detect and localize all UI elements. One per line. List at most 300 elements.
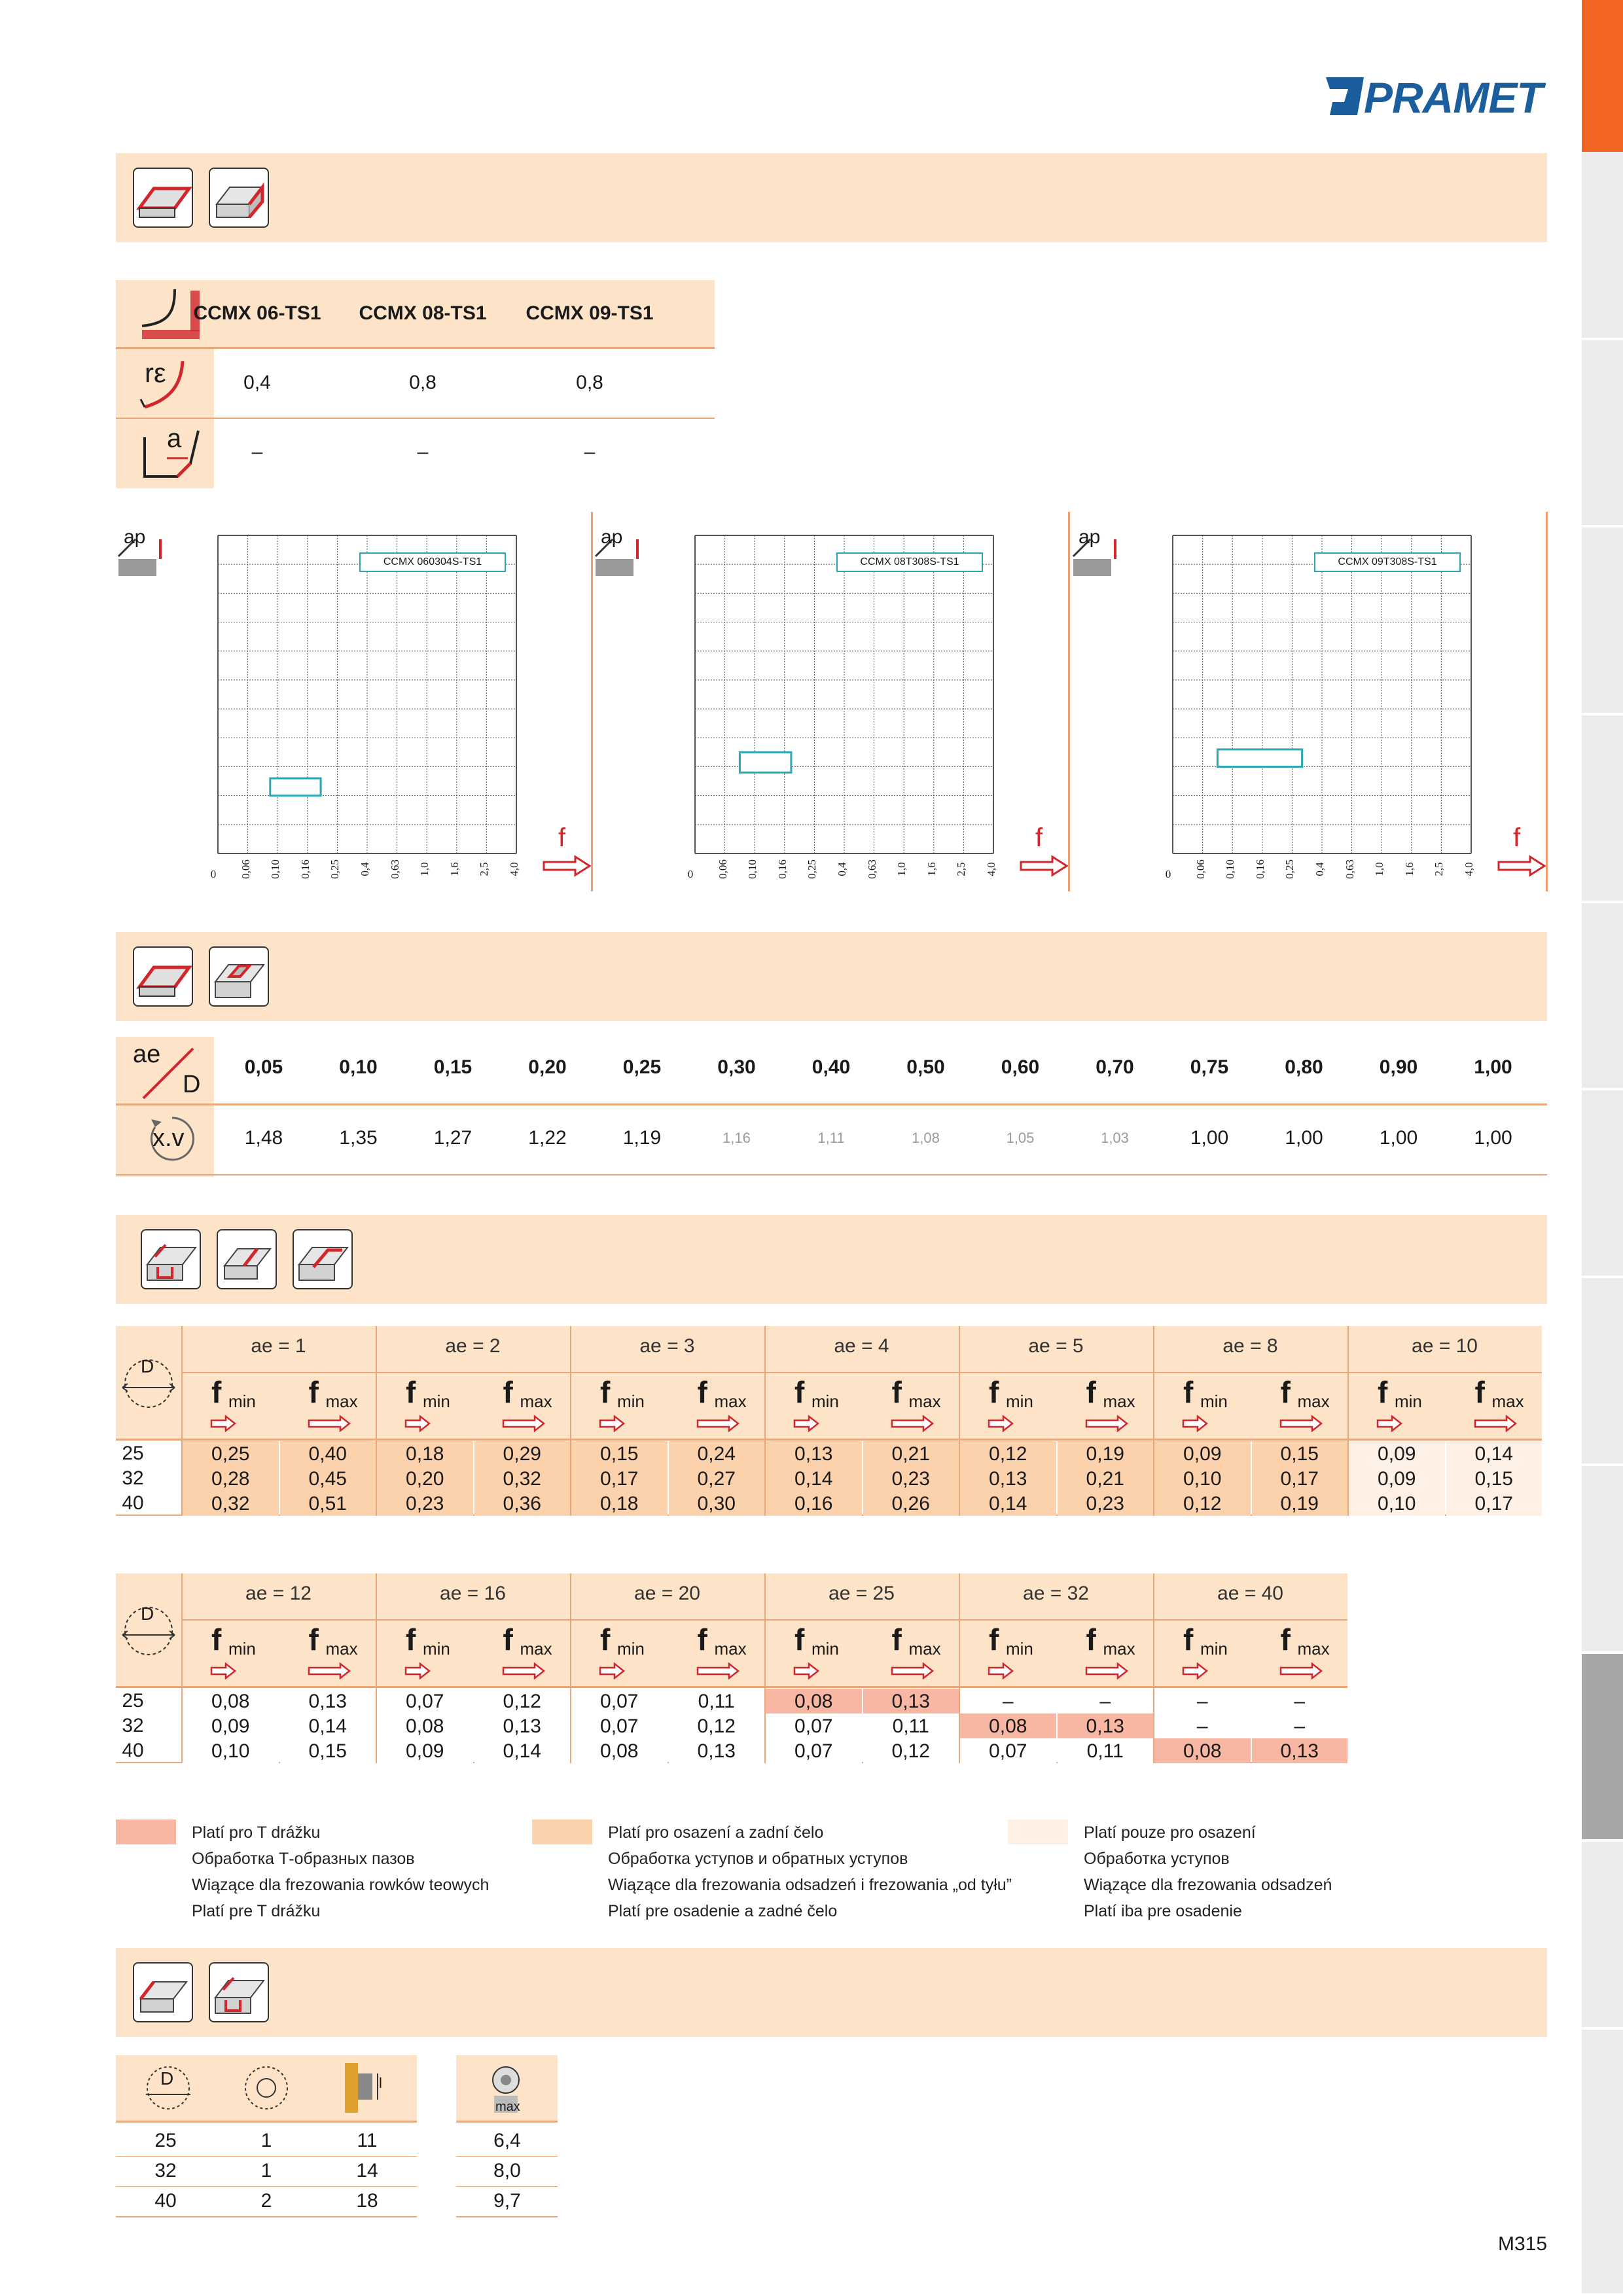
feed-value: 0,12 (474, 1689, 571, 1713)
ae-value: 0,70 (1096, 1056, 1134, 1078)
diameter-value: 25 (122, 1443, 144, 1464)
ae-group-header: ae = 4 (834, 1335, 889, 1357)
feed-value: 0,21 (1058, 1466, 1154, 1491)
feed-value: 0,14 (960, 1491, 1056, 1516)
shoulder-milling-icon (133, 1962, 193, 2022)
f-subscript: min (228, 1639, 256, 1659)
feed-value: 0,30 (669, 1491, 765, 1516)
f-label: f (1513, 823, 1521, 852)
feed-value: 0,32 (183, 1491, 279, 1516)
legend-text: Platí pro T drážku (192, 1823, 321, 1842)
ae-group-header: ae = 20 (634, 1583, 700, 1604)
feed-value: – (1154, 1689, 1251, 1713)
feed-value: – (960, 1689, 1056, 1713)
f-symbol: f (989, 1375, 999, 1409)
feed-value: 0,11 (669, 1689, 765, 1713)
xv-value: 1,03 (1101, 1130, 1129, 1146)
ap-label: ap (124, 526, 146, 548)
legend-swatch (532, 1820, 592, 1844)
x-tick-label: 1,6 (1402, 862, 1416, 876)
chart (1071, 512, 1548, 891)
bottom-d-value: 32 (154, 2160, 177, 2181)
d-label: D (141, 1356, 154, 1376)
feed-value: 0,13 (766, 1441, 862, 1466)
feed-value: 0,15 (1252, 1441, 1348, 1466)
feed-value: 0,18 (377, 1441, 473, 1466)
x-tick-label: 0,25 (1283, 859, 1296, 879)
fmax-header (1056, 1374, 1154, 1437)
application-area-box (740, 752, 791, 772)
side-tab[interactable] (1582, 1466, 1623, 1654)
feed-arrow-icon (891, 1662, 934, 1679)
x-tick-label: 1,0 (1373, 862, 1386, 876)
insert-a-value: – (584, 441, 596, 463)
x-tick-label: 0,4 (836, 862, 848, 876)
feed-value: 0,14 (474, 1738, 571, 1763)
ae-value: 0,80 (1285, 1056, 1323, 1078)
f-symbol: f (1474, 1375, 1485, 1409)
x-tick-label: 4,0 (1463, 862, 1475, 876)
f-subscript: max (1297, 1639, 1330, 1659)
a-label: a (167, 424, 182, 453)
f-symbol: f (1280, 1623, 1291, 1657)
ap-label: ap (601, 526, 623, 548)
f-symbol: f (503, 1375, 513, 1409)
feed-arrow-icon (1279, 1662, 1323, 1679)
insert-a-value: – (417, 441, 429, 463)
feed-arrow-icon (1474, 1415, 1517, 1432)
bottom-z-value: 1 (260, 2130, 272, 2151)
feed-value: 0,07 (960, 1738, 1056, 1763)
fmax-header (473, 1622, 571, 1685)
feed-value: 0,13 (280, 1689, 376, 1713)
f-symbol: f (406, 1375, 416, 1409)
fmin-header (959, 1374, 1056, 1437)
ae-d-icon (129, 1042, 207, 1101)
fmax-header (862, 1622, 959, 1685)
feed-value: 0,09 (183, 1713, 279, 1738)
bottom-max-value: 8,0 (493, 2160, 521, 2181)
feed-value: 0,08 (960, 1713, 1056, 1738)
x-tick-label: 0,10 (1224, 859, 1237, 879)
f-subscript: min (617, 1391, 645, 1411)
f-subscript: max (520, 1391, 552, 1411)
feed-value: 0,28 (183, 1466, 279, 1491)
feed-value: 0,17 (1446, 1491, 1543, 1516)
ae-value: 0,15 (433, 1056, 473, 1078)
feed-value: 0,12 (863, 1738, 959, 1763)
feed-value: – (1252, 1713, 1348, 1738)
feed-value: 0,27 (669, 1466, 765, 1491)
feed-value: 0,11 (1058, 1738, 1154, 1763)
feed-value: 0,32 (474, 1466, 571, 1491)
f-symbol: f (600, 1375, 611, 1409)
feed-value: 0,13 (960, 1466, 1056, 1491)
ae-d-table (116, 1037, 1547, 1177)
ae-group-header: ae = 16 (440, 1583, 506, 1604)
feed-arrow-icon (696, 1415, 740, 1432)
f-symbol: f (308, 1375, 319, 1409)
diameter-value: 25 (122, 1690, 144, 1712)
x-tick-label: 4,0 (985, 862, 997, 876)
feed-value: 0,16 (766, 1491, 862, 1516)
f-subscript: max (714, 1639, 747, 1659)
feed-value: 0,13 (1252, 1738, 1348, 1763)
f-subscript: max (520, 1639, 552, 1659)
fmin-header (1347, 1374, 1445, 1437)
fmax-header (279, 1622, 376, 1685)
d-label: D (141, 1604, 154, 1624)
feed-value: 0,08 (1154, 1738, 1251, 1763)
ae-group-header: ae = 10 (1412, 1335, 1478, 1357)
f-subscript: max (1103, 1639, 1135, 1659)
insert-re-value: 0,4 (243, 372, 271, 393)
f-symbol: f (1086, 1375, 1096, 1409)
feed-arrow-icon (502, 1662, 545, 1679)
insert-table (116, 280, 715, 488)
diameter-icon (142, 2062, 194, 2114)
x-tick-label: 0,63 (388, 859, 401, 879)
d-label: D (183, 1071, 201, 1098)
fmin-header (1153, 1374, 1251, 1437)
feed-table (116, 1573, 1347, 1763)
fmin-header (570, 1374, 668, 1437)
diameter-value: 32 (122, 1467, 144, 1489)
ae-value: 0,75 (1190, 1056, 1229, 1078)
insert-header: CCMX 08-TS1 (359, 302, 487, 324)
feed-arrow-icon (308, 1415, 351, 1432)
side-tab[interactable] (1582, 1842, 1623, 2030)
f-symbol: f (1086, 1623, 1096, 1657)
ae-value: 0,10 (339, 1056, 378, 1078)
x-tick-label: 0,63 (1343, 859, 1356, 879)
side-tab[interactable] (1582, 528, 1623, 715)
f-symbol: f (1280, 1375, 1291, 1409)
f-subscript: min (423, 1391, 450, 1411)
ae-group-header: ae = 2 (445, 1335, 501, 1357)
insert-header: CCMX 09-TS1 (526, 302, 654, 324)
brand-logo (1323, 73, 1547, 120)
fmax-header (279, 1374, 376, 1437)
bottom-max-value: 9,7 (493, 2190, 521, 2212)
feed-arrow-icon (1376, 1415, 1402, 1432)
fmin-header (1153, 1622, 1251, 1685)
f-symbol: f (891, 1623, 902, 1657)
ae-value: 0,90 (1379, 1056, 1418, 1078)
diameter-value: 40 (122, 1492, 144, 1514)
feed-value: 0,20 (377, 1466, 473, 1491)
legend-text: Wiązące dla frezowania odsadzeń i frezowania „od tyłu” (608, 1876, 1012, 1894)
feed-table (116, 1326, 1542, 1516)
ae-value: 0,50 (906, 1056, 945, 1078)
feed-value: 0,07 (571, 1689, 668, 1713)
feed-value: 0,10 (1349, 1491, 1445, 1516)
face-milling-icon (133, 946, 193, 1007)
fmax-header (1445, 1374, 1543, 1437)
f-symbol: f (406, 1623, 416, 1657)
section-band-3 (116, 1215, 1547, 1304)
xv-value: 1,48 (244, 1127, 283, 1149)
f-subscript: max (1491, 1391, 1524, 1411)
xv-value: 1,00 (1474, 1127, 1512, 1149)
f-subscript: min (1200, 1639, 1228, 1659)
bottom-l-value: 11 (357, 2130, 378, 2151)
feed-value: 0,13 (863, 1689, 959, 1713)
feed-value: 0,08 (571, 1738, 668, 1763)
side-tab[interactable] (1582, 2030, 1623, 2296)
f-symbol: f (600, 1623, 611, 1657)
side-tab[interactable] (1582, 903, 1623, 1090)
section-band-4 (116, 1948, 1547, 2037)
x-tick-label: 0,10 (269, 859, 282, 879)
fmax-header (668, 1374, 765, 1437)
x-tick-label: 0,25 (329, 859, 342, 879)
feed-value: 0,23 (377, 1491, 473, 1516)
x-tick-label: 0,25 (806, 859, 819, 879)
legend-text: Platí iba pre osadenie (1084, 1902, 1242, 1920)
side-tab[interactable] (1582, 1278, 1623, 1466)
bottom-l-value: 18 (356, 2190, 378, 2212)
f-subscript: max (325, 1639, 358, 1659)
chart-title: CCMX 09T308S-TS1 (1314, 552, 1461, 572)
xv-value: 1,35 (339, 1127, 378, 1149)
legend-text: Platí pouze pro osazení (1084, 1823, 1256, 1842)
feed-arrow-icon (793, 1662, 819, 1679)
feed-value: 0,24 (669, 1441, 765, 1466)
diameter-value: 32 (122, 1715, 144, 1736)
feed-value: 0,19 (1058, 1441, 1154, 1466)
x-tick-label: 1,0 (895, 862, 908, 876)
x-tick-label: 0,06 (1194, 859, 1207, 879)
bottom-l-label: l (379, 2075, 382, 2091)
feed-arrow-icon (210, 1662, 236, 1679)
f-subscript: min (1006, 1391, 1033, 1411)
feed-value: 0,08 (183, 1689, 279, 1713)
feed-arrow-icon (404, 1415, 431, 1432)
x-tick-label: 0,10 (746, 859, 759, 879)
t-slot-icon (141, 1229, 201, 1289)
feed-value: 0,23 (1058, 1491, 1154, 1516)
feed-arrow-icon (599, 1415, 625, 1432)
xv-value: 1,00 (1285, 1127, 1323, 1149)
f-label: f (1035, 823, 1043, 852)
f-subscript: min (1006, 1639, 1033, 1659)
feed-value: 0,19 (1252, 1491, 1348, 1516)
f-subscript: min (1200, 1391, 1228, 1411)
insert-header: CCMX 06-TS1 (193, 302, 321, 324)
feed-value: 0,13 (1058, 1713, 1154, 1738)
face-milling-icon (133, 168, 193, 228)
feed-arrow-icon (1085, 1415, 1128, 1432)
fmin-header (570, 1622, 668, 1685)
chart (116, 512, 594, 891)
feed-value: 0,08 (766, 1689, 862, 1713)
xv-value: 1,05 (1006, 1130, 1035, 1146)
x-tick-label: 0,16 (298, 859, 312, 879)
fmax-header (862, 1374, 959, 1437)
feed-value: 0,51 (280, 1491, 376, 1516)
ap-label: ap (1079, 526, 1101, 548)
feed-value: 0,12 (669, 1713, 765, 1738)
fmin-header (376, 1374, 473, 1437)
feed-value: 0,21 (863, 1441, 959, 1466)
ae-group-header: ae = 8 (1222, 1335, 1278, 1357)
feed-value: 0,13 (474, 1713, 571, 1738)
fmax-header (668, 1622, 765, 1685)
feed-value: 0,14 (1446, 1441, 1543, 1466)
f-subscript: max (325, 1391, 358, 1411)
x-tick-label: 0 (210, 868, 217, 880)
bottom-max-label: max (495, 2100, 520, 2114)
feed-arrow-icon (793, 1415, 819, 1432)
fmax-header (1251, 1622, 1348, 1685)
page-number: M315 (1497, 2233, 1547, 2255)
f-subscript: min (423, 1639, 450, 1659)
fmin-header (181, 1374, 279, 1437)
feed-arrow-icon (1085, 1662, 1128, 1679)
legend-text: Обработка уступов и обратных уступов (608, 1850, 908, 1868)
x-tick-label: 2,5 (478, 862, 491, 876)
f-subscript: max (908, 1639, 941, 1659)
feed-arrow-icon (1182, 1415, 1208, 1432)
bottom-d-value: 25 (154, 2130, 177, 2151)
x-tick-label: 0,4 (1313, 862, 1326, 876)
f-subscript: max (908, 1391, 941, 1411)
ae-value: 0,20 (528, 1056, 567, 1078)
legend-text: Platí pro osazení a zadní čelo (608, 1823, 824, 1842)
f-subscript: min (1395, 1391, 1422, 1411)
ae-value: 0,40 (812, 1056, 851, 1078)
fmax-header (1056, 1622, 1154, 1685)
feed-value: 0,45 (280, 1466, 376, 1491)
x-tick-label: 0,4 (359, 862, 371, 876)
feed-value: – (1154, 1713, 1251, 1738)
x-tick-label: 0 (687, 868, 694, 880)
section-band-2 (116, 932, 1547, 1021)
shoulder-milling-icon (217, 1229, 277, 1289)
feed-value: 0,08 (377, 1713, 473, 1738)
bottom-z-value: 1 (260, 2160, 272, 2181)
bottom-max-value: 6,4 (493, 2130, 521, 2151)
f-subscript: min (812, 1639, 839, 1659)
chart (593, 512, 1071, 891)
side-tab[interactable] (1582, 340, 1623, 528)
f-symbol: f (503, 1623, 513, 1657)
f-symbol: f (697, 1375, 707, 1409)
side-tab-active (1582, 0, 1623, 152)
insert-re-value: 0,8 (576, 372, 603, 393)
insert-a-value: – (251, 441, 263, 463)
teeth-icon (240, 2062, 293, 2114)
feed-arrow-icon (891, 1415, 934, 1432)
feed-value: 0,25 (183, 1441, 279, 1466)
f-symbol: f (211, 1375, 222, 1409)
feed-value: 0,09 (377, 1738, 473, 1763)
bottom-z-value: 2 (260, 2190, 272, 2212)
f-symbol: f (891, 1375, 902, 1409)
feed-value: 0,09 (1349, 1466, 1445, 1491)
side-tab[interactable] (1582, 152, 1623, 340)
feed-value: – (1252, 1689, 1348, 1713)
f-symbol: f (211, 1623, 222, 1657)
xv-icon (135, 1110, 207, 1169)
feed-value: 0,07 (766, 1713, 862, 1738)
legend-text: Обработка Т-образных пазов (192, 1850, 415, 1868)
side-tab[interactable] (1582, 715, 1623, 903)
legend-text: Wiązące dla frezowania rowków teowych (192, 1876, 490, 1894)
application-area-box (1217, 749, 1302, 767)
feed-value: 0,26 (863, 1491, 959, 1516)
f-arrow-icon (1020, 855, 1068, 877)
ae-group-header: ae = 1 (251, 1335, 306, 1357)
f-symbol: f (308, 1623, 319, 1657)
x-tick-label: 0,16 (776, 859, 789, 879)
chart-grid (1071, 512, 1548, 891)
chart-title: CCMX 08T308S-TS1 (836, 552, 983, 572)
feed-value: 0,14 (280, 1713, 376, 1738)
fmin-header (764, 1374, 862, 1437)
ae-value: 0,25 (622, 1056, 662, 1078)
feed-value: 0,10 (1154, 1466, 1251, 1491)
brand-name: PRAMET (1364, 73, 1543, 122)
feed-value: 0,12 (960, 1441, 1056, 1466)
application-area-box (270, 778, 321, 796)
ae-label: ae (133, 1041, 161, 1068)
f-label: f (558, 823, 566, 852)
xv-label: x.v (152, 1124, 185, 1152)
f-symbol: f (1183, 1375, 1194, 1409)
xv-value: 1,16 (722, 1130, 751, 1146)
feed-value: 0,11 (863, 1713, 959, 1738)
shoulder-milling-icon (209, 168, 269, 228)
bottom-d-value: 40 (154, 2190, 177, 2212)
t-slot-icon (209, 1962, 269, 2022)
fmin-header (181, 1622, 279, 1685)
feed-value: 0,15 (280, 1738, 376, 1763)
feed-arrow-icon (404, 1662, 431, 1679)
x-tick-label: 0,06 (239, 859, 252, 879)
x-tick-label: 0,16 (1253, 859, 1266, 879)
f-arrow-icon (1497, 855, 1546, 877)
feed-value: 0,18 (571, 1491, 668, 1516)
xv-value: 1,22 (528, 1127, 567, 1149)
x-tick-label: 0,63 (865, 859, 878, 879)
ae-group-header: ae = 12 (245, 1583, 312, 1604)
insert-re-value: 0,8 (409, 372, 437, 393)
bottom-d-label: D (160, 2068, 174, 2089)
feed-value: 0,15 (1446, 1466, 1543, 1491)
side-tab[interactable] (1582, 1654, 1623, 1842)
feed-arrow-icon (696, 1662, 740, 1679)
feed-arrow-icon (210, 1415, 236, 1432)
bottom-table (116, 2055, 558, 2219)
chart-title: CCMX 060304S-TS1 (359, 552, 506, 572)
f-subscript: max (1297, 1391, 1330, 1411)
xv-value: 1,08 (912, 1130, 940, 1146)
slot-milling-icon (209, 946, 269, 1007)
ae-group-header: ae = 5 (1028, 1335, 1084, 1357)
f-symbol: f (1378, 1375, 1388, 1409)
re-label: rε (145, 357, 166, 388)
side-tab[interactable] (1582, 1090, 1623, 1278)
feed-arrow-icon (502, 1415, 545, 1432)
length-icon (338, 2060, 391, 2115)
feed-arrow-icon (988, 1662, 1014, 1679)
legend-text: Platí pre T drážku (192, 1902, 321, 1920)
xv-value: 1,27 (433, 1127, 473, 1149)
fmin-header (764, 1622, 862, 1685)
back-shoulder-icon (293, 1229, 353, 1289)
